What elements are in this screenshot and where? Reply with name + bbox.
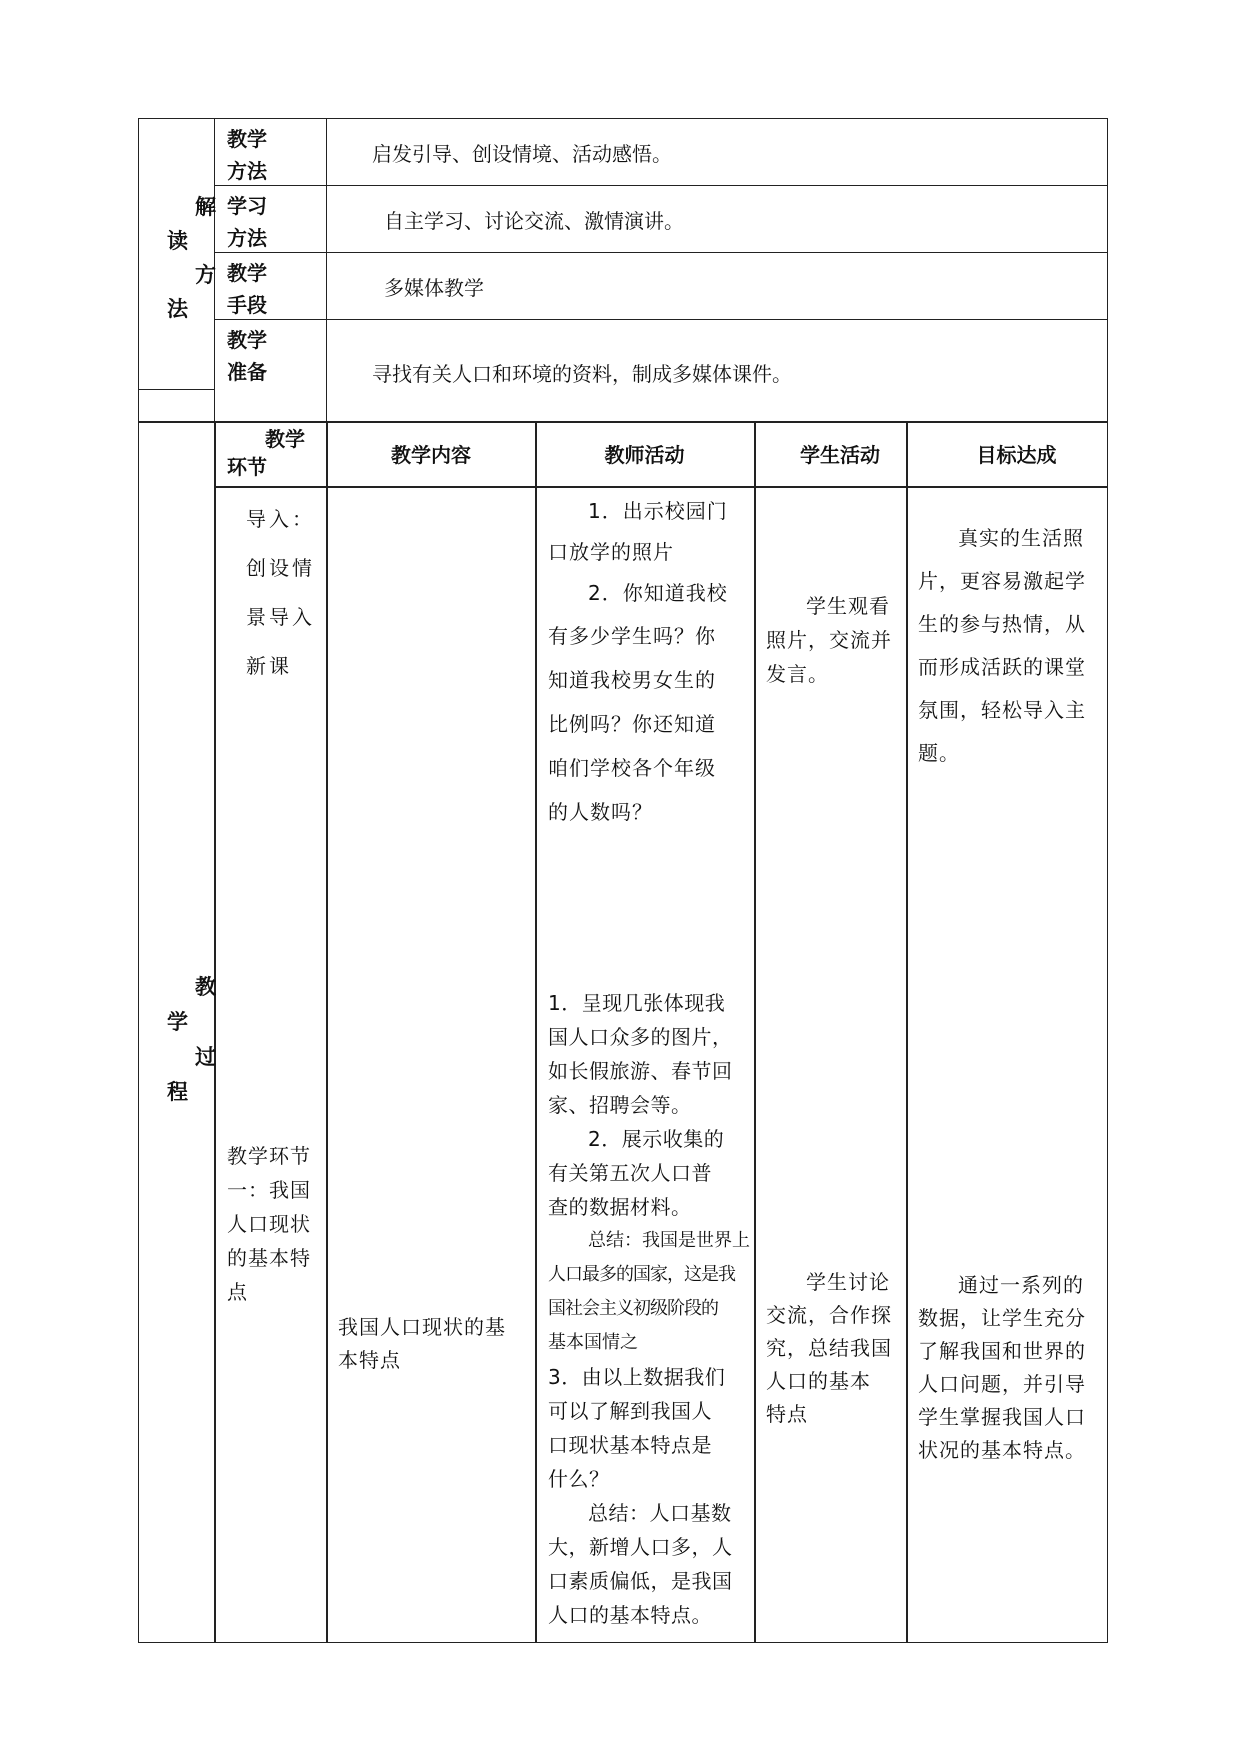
intro-teacher-activity — [548, 491, 748, 834]
label-line: 方法 — [227, 159, 267, 183]
method-row-value: 多媒体教学 — [384, 275, 484, 300]
text-line: 题。 — [918, 741, 960, 765]
intro-goal — [918, 517, 1104, 775]
text-line: 总结：我国是世界上 — [588, 1230, 750, 1251]
text-line: 交流，合作探 — [766, 1303, 892, 1327]
empty-cell — [215, 389, 327, 424]
method-row-label — [215, 186, 327, 252]
methods-side-label-cell — [139, 119, 215, 389]
text-line: 状况的基本特点。 — [918, 1438, 1086, 1462]
text-line: 新课 — [246, 654, 292, 678]
text-line: 教学环节 — [227, 1144, 311, 1168]
divider — [214, 486, 1107, 488]
header-line: 教学 — [265, 427, 305, 451]
method-row — [215, 320, 1107, 389]
side-label-char: 教 — [195, 975, 216, 999]
divider — [214, 421, 216, 1642]
method-row — [215, 253, 1107, 320]
method-row-value: 寻找有关人口和环境的资料，制成多媒体课件。 — [372, 362, 792, 386]
text-line: 的基本特 — [227, 1246, 311, 1270]
text-line: 2．你知道我校 — [588, 581, 728, 605]
text-line: 学生掌握我国人口 — [918, 1405, 1086, 1429]
text-line: 而形成活跃的课堂 — [918, 655, 1086, 679]
side-label-char: 过 — [195, 1045, 216, 1069]
text-line: 什么？ — [548, 1467, 610, 1491]
empty-cell — [139, 389, 215, 424]
text-line: 1．出示校园门 — [588, 499, 728, 523]
side-label-char: 方 — [195, 263, 216, 287]
text-line: 景导入 — [246, 605, 315, 629]
text-line: 点 — [227, 1280, 248, 1304]
text-line: 学生观看 — [806, 594, 890, 618]
teaching-process-table — [138, 421, 1108, 1643]
method-row-label — [215, 320, 327, 389]
text-line: 真实的生活照 — [958, 526, 1084, 550]
text-line: 一：我国 — [227, 1178, 311, 1202]
section1-student-activity — [766, 1266, 904, 1431]
divider — [326, 421, 328, 1642]
text-line: 人口现状 — [227, 1212, 311, 1236]
section1-goal — [918, 1269, 1104, 1467]
side-label-char: 读 — [167, 229, 188, 253]
side-label-char: 程 — [167, 1080, 188, 1104]
text-line: 如长假旅游、春节回 — [548, 1059, 733, 1083]
text-line: 人口的基本特点。 — [548, 1603, 712, 1627]
text-line: 生的参与热情，从 — [918, 612, 1086, 636]
text-line: 家、招聘会等。 — [548, 1093, 692, 1117]
text-line: 了解我国和世界的 — [918, 1339, 1086, 1363]
text-line: 数据，让学生充分 — [918, 1306, 1086, 1330]
intro-student-activity — [766, 589, 902, 691]
method-row — [215, 186, 1107, 253]
text-line: 3．由以上数据我们 — [548, 1365, 726, 1389]
header-content: 教学内容 — [391, 442, 471, 467]
text-line: 比例吗？你还知道 — [548, 712, 716, 736]
text-line: 片，更容易激起学 — [918, 569, 1086, 593]
text-line: 人口问题，并引导 — [918, 1372, 1086, 1396]
text-line: 有关第五次人口普 — [548, 1161, 712, 1185]
text-line: 氛围，轻松导入主 — [918, 698, 1086, 722]
header-teacher: 教师活动 — [604, 442, 685, 467]
header-goal: 目标达成 — [976, 442, 1057, 467]
label-line: 教学 — [227, 127, 267, 151]
text-line: 总结：人口基数 — [588, 1501, 732, 1525]
text-line: 发言。 — [766, 662, 829, 686]
intro-stage — [246, 495, 315, 691]
label-line: 教学 — [227, 328, 267, 352]
text-line: 创设情 — [246, 556, 315, 580]
text-line: 学生讨论 — [806, 1270, 890, 1294]
header-stage — [227, 421, 327, 485]
text-line: 咱们学校各个年级 — [548, 756, 716, 780]
text-line: 究，总结我国 — [766, 1336, 892, 1360]
text-line: 本特点 — [338, 1348, 401, 1372]
text-line: 基本国情之 — [548, 1332, 638, 1353]
text-line: 特点 — [766, 1402, 808, 1426]
text-line: 2．展示收集的 — [588, 1127, 725, 1151]
text-line: 人口最多的国家，这是我 — [548, 1264, 735, 1285]
text-line: 的人数吗？ — [548, 800, 653, 824]
text-line: 查的数据材料。 — [548, 1195, 692, 1219]
method-row-label — [215, 253, 327, 319]
label-line: 方法 — [227, 226, 267, 250]
header-student: 学生活动 — [800, 442, 880, 467]
label-line: 学习 — [227, 194, 267, 218]
method-row-value: 启发引导、创设情境、活动感悟。 — [372, 141, 672, 166]
text-line: 照片，交流并 — [766, 628, 892, 652]
text-line: 我国人口现状的基 — [338, 1315, 506, 1339]
divider — [535, 421, 537, 1642]
text-line: 通过一系列的 — [958, 1273, 1084, 1297]
text-line: 大，新增人口多，人 — [548, 1535, 733, 1559]
section1-stage — [227, 1139, 323, 1309]
label-line: 教学 — [227, 261, 267, 285]
text-line: 国人口众多的图片， — [548, 1025, 733, 1049]
text-line: 导入： — [246, 507, 315, 531]
text-line: 知道我校男女生的 — [548, 668, 716, 692]
label-line: 手段 — [227, 293, 267, 317]
divider — [906, 421, 908, 1642]
text-line: 1．呈现几张体现我 — [548, 991, 726, 1015]
method-row-label — [215, 119, 327, 185]
text-line: 人口的基本 — [766, 1369, 871, 1393]
header-line: 环节 — [227, 455, 267, 479]
section1-content — [338, 1311, 530, 1377]
teaching-methods-table — [138, 118, 1108, 423]
text-line: 可以了解到我国人 — [548, 1399, 712, 1423]
side-label-char: 法 — [167, 297, 188, 321]
method-row — [215, 119, 1107, 186]
text-line: 口放学的照片 — [548, 540, 674, 564]
label-line: 准备 — [227, 360, 267, 384]
text-line: 口现状基本特点是 — [548, 1433, 712, 1457]
text-line: 有多少学生吗？你 — [548, 624, 716, 648]
side-label-char: 解 — [195, 195, 216, 219]
section1-teacher-activity — [548, 986, 752, 1632]
divider — [754, 421, 756, 1642]
method-row-value: 自主学习、讨论交流、激情演讲。 — [384, 208, 684, 233]
text-line: 国社会主义初级阶段的 — [548, 1298, 718, 1319]
text-line: 口素质偏低，是我国 — [548, 1569, 733, 1593]
side-label-char: 学 — [167, 1010, 188, 1034]
